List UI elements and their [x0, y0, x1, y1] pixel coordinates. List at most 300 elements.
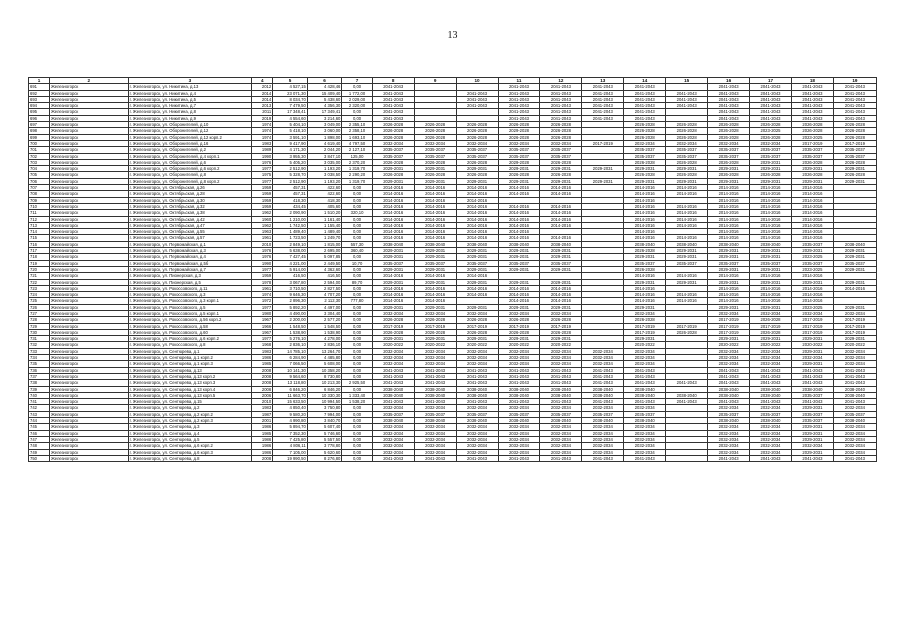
- table-cell: 3 778,80: [307, 443, 342, 449]
- table-cell: 2014-2016: [540, 285, 582, 291]
- table-cell: 1990: [252, 260, 273, 266]
- table-cell: 2026-2028: [833, 172, 876, 178]
- table-cell: 2041-2043: [540, 103, 582, 109]
- table-cell: 2041-2043: [666, 103, 708, 109]
- table-cell: 2035-2037: [750, 260, 792, 266]
- table-cell: Железногорск: [49, 310, 128, 316]
- table-cell: 2041-2043: [582, 367, 624, 373]
- table-cell: 2017-2019: [791, 317, 833, 323]
- table-cell: 4 990,80: [273, 418, 308, 424]
- table-cell: 718: [29, 254, 50, 260]
- table-cell: 2032-2034: [708, 348, 750, 354]
- column-header: 18: [791, 78, 833, 84]
- table-cell: 2014-2016: [666, 222, 708, 228]
- table-cell: 5 404,10: [273, 122, 308, 128]
- table-cell: 2014-2016: [372, 235, 414, 241]
- table-cell: 0,00: [342, 424, 372, 430]
- table-cell: 1959: [252, 185, 273, 191]
- housing-register-table: [28, 77, 877, 462]
- table-cell: 2014-2016: [372, 210, 414, 216]
- table-cell: 2032-2034: [708, 449, 750, 455]
- table-cell: 6 846,20: [307, 386, 342, 392]
- table-cell: 360,40: [342, 248, 372, 254]
- table-cell: 2026-2028: [624, 266, 666, 272]
- table-cell: 705: [29, 172, 50, 178]
- table-cell: 1961: [252, 285, 273, 291]
- table-cell: 2035-2037: [708, 260, 750, 266]
- table-cell: г. Железногорск, ул. Рокоссовского, д.5 корп.1: [128, 310, 252, 316]
- table-cell: 2023-2025: [750, 128, 792, 134]
- table-cell: 457,31: [273, 191, 308, 197]
- table-cell: 2029-2031: [498, 254, 540, 260]
- table-cell: 5 418,10: [273, 128, 308, 134]
- table-cell: 728: [29, 317, 50, 323]
- table-cell: г. Железногорск, ул. Сентюрева, д.2: [128, 405, 252, 411]
- table-cell: 2038-2040: [666, 392, 708, 398]
- table-cell: 2014-2016: [414, 292, 456, 298]
- table-cell: 2014-2016: [414, 285, 456, 291]
- table-cell: 1963: [252, 229, 273, 235]
- table-cell: 750: [29, 455, 50, 461]
- table-cell: 2035-2037: [791, 147, 833, 153]
- table-cell: 2035-2037: [708, 153, 750, 159]
- table-cell: 2026-2028: [372, 329, 414, 335]
- table-cell: 733: [29, 348, 50, 354]
- table-cell: 3 847,10: [307, 153, 342, 159]
- table-cell: 2026-2028: [372, 159, 414, 165]
- table-cell: 2032-2034: [833, 436, 876, 442]
- table-cell: 2035-2037: [750, 147, 792, 153]
- table-cell: 702: [29, 153, 50, 159]
- table-cell: 3 710,50: [273, 285, 308, 291]
- table-cell: 2038-2040: [414, 386, 456, 392]
- table-cell: 2038-2040: [582, 418, 624, 424]
- table-cell: 2029-2031: [833, 266, 876, 272]
- table-cell: 2032-2034: [414, 361, 456, 367]
- table-cell: 3 035,00: [307, 159, 342, 165]
- table-cell: 2041-2043: [750, 380, 792, 386]
- table-cell: 2035-2037: [791, 153, 833, 159]
- table-cell: 2032-2034: [498, 310, 540, 316]
- table-cell: 2041-2043: [372, 90, 414, 96]
- table-cell: 2038-2040: [708, 392, 750, 398]
- table-cell: 0,00: [342, 109, 372, 115]
- table-cell: 1 538,20: [342, 399, 372, 405]
- table-cell: 5 097,85: [307, 254, 342, 260]
- table-cell: 2032-2034: [582, 430, 624, 436]
- table-cell: Железногорск: [49, 273, 128, 279]
- table-cell: 2026-2028: [708, 159, 750, 165]
- table-cell: 1990: [252, 153, 273, 159]
- table-cell: 2032-2034: [414, 310, 456, 316]
- table-cell: 2014-2016: [708, 203, 750, 209]
- table-cell: 2 896,30: [273, 298, 308, 304]
- table-cell: 2026-2028: [414, 134, 456, 140]
- table-cell: 2041-2043: [624, 90, 666, 96]
- table-cell: 709: [29, 197, 50, 203]
- table-cell: 711: [29, 210, 50, 216]
- table-cell: 4 490,00: [273, 310, 308, 316]
- table-cell: 2041-2043: [791, 399, 833, 405]
- table-cell: г. Железногорск, ул. Октябрьская, д.55: [128, 229, 252, 235]
- table-cell: 2026-2028: [624, 172, 666, 178]
- table-cell: Железногорск: [49, 455, 128, 461]
- table-cell: 2038-2040: [456, 241, 498, 247]
- table-cell: 1 319,70: [342, 178, 372, 184]
- table-cell: 2014-2016: [666, 203, 708, 209]
- table-cell: 2026-2028: [624, 128, 666, 134]
- table-cell: Железногорск: [49, 84, 128, 90]
- table-cell: 2014-2016: [414, 185, 456, 191]
- table-cell: 2041-2043: [708, 96, 750, 102]
- table-cell: 0,00: [342, 323, 372, 329]
- table-cell: 2029-2031: [750, 266, 792, 272]
- table-cell: 2041-2043: [624, 103, 666, 109]
- table-cell: 2041-2043: [456, 455, 498, 461]
- table-cell: Железногорск: [49, 197, 128, 203]
- table-cell: 2014-2016: [540, 216, 582, 222]
- table-cell: Железногорск: [49, 367, 128, 373]
- table-cell: 17 349,41: [307, 109, 342, 115]
- table-cell: 2014-2016: [372, 222, 414, 228]
- table-cell: 716: [29, 241, 50, 247]
- table-cell: 2 925,50: [342, 380, 372, 386]
- table-cell: 2029-2031: [750, 279, 792, 285]
- table-cell: 1983: [252, 140, 273, 146]
- table-cell: 2038-2040: [666, 241, 708, 247]
- table-cell: 1983: [252, 405, 273, 411]
- table-cell: 694: [29, 103, 50, 109]
- table-cell: 2041-2043: [666, 90, 708, 96]
- table-cell: 7 427,45: [273, 254, 308, 260]
- table-cell: 2032-2034: [414, 140, 456, 146]
- table-cell: 2029-2031: [414, 336, 456, 342]
- table-cell: 2041-2043: [833, 380, 876, 386]
- table-cell: 2026-2028: [624, 159, 666, 165]
- table-cell: 2020-2022: [833, 342, 876, 348]
- table-cell: г. Железногорск, ул. Сентюрева, д.1: [128, 348, 252, 354]
- table-cell: 2041-2043: [372, 115, 414, 121]
- table-cell: 2032-2034: [624, 310, 666, 316]
- table-cell: Железногорск: [49, 298, 128, 304]
- table-cell: г. Железногорск, ул. Оборонителей, д.12: [128, 128, 252, 134]
- table-cell: г. Железногорск, ул. Никитина, д.9: [128, 115, 252, 121]
- table-cell: Железногорск: [49, 411, 128, 417]
- table-cell: 2032-2034: [750, 449, 792, 455]
- table-cell: 2041-2043: [372, 373, 414, 379]
- table-cell: 2032-2034: [372, 405, 414, 411]
- table-cell: Железногорск: [49, 260, 128, 266]
- page-number: 13: [447, 30, 458, 41]
- table-cell: 2032-2034: [833, 310, 876, 316]
- table-cell: 8 034,70: [273, 96, 308, 102]
- table-cell: 2041-2043: [582, 84, 624, 90]
- table-cell: 717: [29, 248, 50, 254]
- table-cell: 2029-2031: [372, 266, 414, 272]
- table-cell: 5 557,50: [307, 436, 342, 442]
- table-cell: г. Железногорск, ул. Никитина, д.7: [128, 103, 252, 109]
- table-cell: 715: [29, 235, 50, 241]
- table-cell: 2032-2034: [456, 361, 498, 367]
- table-cell: 2026-2028: [540, 329, 582, 335]
- table-cell: 2029-2031: [624, 304, 666, 310]
- table-cell: 17 348,41: [273, 109, 308, 115]
- table-cell: 2020-2022: [540, 342, 582, 348]
- table-cell: 2041-2043: [833, 96, 876, 102]
- table-cell: 5 620,60: [307, 449, 342, 455]
- table-cell: 2032-2034: [540, 449, 582, 455]
- table-cell: 2014-2016: [708, 185, 750, 191]
- table-cell: 740: [29, 392, 50, 398]
- table-cell: 2014-2016: [708, 229, 750, 235]
- table-cell: 0,00: [342, 342, 372, 348]
- table-cell: 2014-2016: [750, 191, 792, 197]
- table-cell: 1 333,40: [342, 392, 372, 398]
- table-cell: 2026-2028: [791, 172, 833, 178]
- table-cell: 2032-2034: [708, 430, 750, 436]
- table-cell: 2014-2016: [498, 216, 540, 222]
- table-cell: 2029-2031: [833, 166, 876, 172]
- table-cell: 0,00: [342, 304, 372, 310]
- table-cell: Железногорск: [49, 418, 128, 424]
- table-cell: 2035-2037: [666, 147, 708, 153]
- table-cell: 4 527,15: [273, 84, 308, 90]
- table-cell: 1 210,00: [273, 216, 308, 222]
- table-cell: 2017-2019: [498, 323, 540, 329]
- table-cell: 727: [29, 310, 50, 316]
- table-cell: 2029-2031: [833, 178, 876, 184]
- table-cell: 2020-2022: [624, 342, 666, 348]
- table-cell: 2014-2016: [456, 292, 498, 298]
- table-cell: 2029-2031: [624, 336, 666, 342]
- table-cell: 2029-2031: [540, 266, 582, 272]
- table-cell: 9 646,30: [273, 292, 308, 298]
- table-cell: 2026-2028: [624, 122, 666, 128]
- table-cell: 2032-2034: [372, 436, 414, 442]
- table-cell: 2029-2031: [833, 254, 876, 260]
- table-cell: 2041-2043: [372, 380, 414, 386]
- table-cell: 2041-2043: [456, 373, 498, 379]
- table-cell: 2026-2028: [833, 159, 876, 165]
- table-cell: 2026-2028: [540, 172, 582, 178]
- table-cell: 2041-2043: [498, 103, 540, 109]
- table-cell: 2032-2034: [582, 436, 624, 442]
- table-cell: 2038-2040: [750, 418, 792, 424]
- table-cell: 2032-2034: [414, 449, 456, 455]
- table-cell: 4 428,46: [307, 84, 342, 90]
- column-header: 5: [273, 78, 308, 84]
- table-cell: 2014-2016: [498, 229, 540, 235]
- table-cell: Железногорск: [49, 172, 128, 178]
- table-cell: 2014-2016: [414, 229, 456, 235]
- table-cell: 434,45: [273, 203, 308, 209]
- table-cell: 2032-2034: [540, 140, 582, 146]
- table-cell: 2014-2016: [708, 210, 750, 216]
- table-cell: 2035-2037: [372, 260, 414, 266]
- column-header: 7: [342, 78, 372, 84]
- table-cell: 2014-2016: [666, 298, 708, 304]
- table-cell: 4 619,40: [307, 140, 342, 146]
- table-cell: Железногорск: [49, 115, 128, 121]
- table-cell: 2038-2040: [833, 241, 876, 247]
- table-cell: 2029-2031: [582, 166, 624, 172]
- table-cell: Железногорск: [49, 380, 128, 386]
- table-cell: 422,60: [307, 185, 342, 191]
- table-cell: 2026-2028: [372, 122, 414, 128]
- table-cell: 2029-2031: [708, 248, 750, 254]
- table-cell: г. Железногорск, ул. Оборонителей, д.8: [128, 172, 252, 178]
- table-cell: 2029-2031: [456, 336, 498, 342]
- table-cell: г. Железногорск, ул. Первомайская, д.1: [128, 241, 252, 247]
- table-cell: 1 723,50: [273, 235, 308, 241]
- table-cell: г. Железногорск, ул. Пионерская, д.5: [128, 279, 252, 285]
- table-cell: Железногорск: [49, 279, 128, 285]
- table-cell: г. Железногорск, ул. Первомайская, д.7: [128, 266, 252, 272]
- table-cell: 2029-2031: [540, 166, 582, 172]
- table-cell: Железногорск: [49, 90, 128, 96]
- table-cell: 2038-2040: [750, 386, 792, 392]
- table-cell: 4 797,50: [342, 140, 372, 146]
- table-cell: 2 044,20: [307, 147, 342, 153]
- table-cell: 2 836,10: [273, 342, 308, 348]
- table-cell: 2014-2016: [456, 203, 498, 209]
- table-cell: 2014-2016: [540, 210, 582, 216]
- table-cell: 2014-2016: [708, 222, 750, 228]
- table-cell: 2032-2034: [791, 443, 833, 449]
- table-cell: г. Железногорск, ул. Сентюрева, д.13 корп.4: [128, 386, 252, 392]
- table-cell: 15 633,50: [273, 399, 308, 405]
- table-cell: 2029-2031: [456, 266, 498, 272]
- table-cell: 2041-2043: [540, 373, 582, 379]
- table-cell: 2032-2034: [833, 348, 876, 354]
- table-cell: 2006: [252, 392, 273, 398]
- table-cell: 418,30: [273, 197, 308, 203]
- table-cell: 2026-2028: [666, 172, 708, 178]
- table-cell: Железногорск: [49, 348, 128, 354]
- table-cell: 2032-2034: [624, 140, 666, 146]
- table-cell: 11 663,70: [273, 392, 308, 398]
- table-cell: 2032-2034: [833, 355, 876, 361]
- table-cell: 722: [29, 279, 50, 285]
- table-cell: 125,00: [342, 153, 372, 159]
- table-cell: 710: [29, 203, 50, 209]
- table-cell: 2026-2028: [791, 128, 833, 134]
- table-cell: 7 352,30: [273, 430, 308, 436]
- table-cell: 2041-2043: [582, 455, 624, 461]
- table-cell: 2029-2031: [414, 254, 456, 260]
- table-cell: 1959: [252, 191, 273, 197]
- table-cell: 2041-2043: [708, 109, 750, 115]
- table-cell: 2029-2031: [791, 348, 833, 354]
- table-cell: 2014-2016: [498, 191, 540, 197]
- table-cell: 2035-2037: [540, 147, 582, 153]
- table-cell: 2014-2016: [750, 222, 792, 228]
- table-cell: 2029-2031: [582, 178, 624, 184]
- table-cell: 695: [29, 109, 50, 115]
- table-cell: 14 785,10: [273, 348, 308, 354]
- table-cell: 2014-2016: [372, 216, 414, 222]
- table-cell: 2014-2016: [540, 185, 582, 191]
- table-cell: Железногорск: [49, 248, 128, 254]
- table-cell: Железногорск: [49, 392, 128, 398]
- table-cell: 2026-2028: [791, 159, 833, 165]
- table-cell: 2014-2016: [456, 285, 498, 291]
- table-cell: 2026-2028: [666, 128, 708, 134]
- table-cell: 5 438,60: [307, 96, 342, 102]
- table-cell: 10 330,30: [307, 392, 342, 398]
- table-cell: 2017-2019: [833, 317, 876, 323]
- table-cell: 2014-2016: [791, 203, 833, 209]
- table-cell: 2 358,10: [342, 128, 372, 134]
- table-cell: 2029-2031: [666, 254, 708, 260]
- table-cell: 2014-2016: [666, 235, 708, 241]
- table-cell: Железногорск: [49, 399, 128, 405]
- table-cell: 2026-2028: [624, 134, 666, 140]
- table-cell: 2014-2016: [708, 216, 750, 222]
- table-cell: 2014-2016: [372, 229, 414, 235]
- table-cell: 2014-2016: [750, 203, 792, 209]
- table-cell: 1972: [252, 298, 273, 304]
- table-cell: Железногорск: [49, 235, 128, 241]
- table-cell: 2014-2016: [414, 210, 456, 216]
- table-cell: 0,00: [342, 361, 372, 367]
- table-cell: 1960: [252, 216, 273, 222]
- table-cell: 2035-2037: [791, 418, 833, 424]
- table-cell: 2041-2043: [540, 90, 582, 96]
- table-cell: 2038-2040: [456, 392, 498, 398]
- table-cell: 2035-2037: [372, 411, 414, 417]
- table-cell: 2014: [252, 96, 273, 102]
- table-cell: 5 276,10: [273, 336, 308, 342]
- table-cell: 2041-2043: [791, 103, 833, 109]
- table-cell: 0,00: [342, 266, 372, 272]
- table-cell: 2014-2016: [624, 191, 666, 197]
- table-cell: 2032-2034: [540, 355, 582, 361]
- table-cell: [666, 455, 708, 461]
- table-cell: 0,00: [342, 254, 372, 260]
- table-cell: 2014-2016: [540, 222, 582, 228]
- table-cell: Железногорск: [49, 210, 128, 216]
- table-cell: 0,00: [342, 405, 372, 411]
- table-cell: г. Железногорск, ул. Октябрьская, д.32: [128, 203, 252, 209]
- table-cell: г. Железногорск, ул. Пионерская, д.3: [128, 273, 252, 279]
- table-cell: 734: [29, 355, 50, 361]
- table-cell: г. Железногорск, ул. Сентюрева, д.3: [128, 424, 252, 430]
- table-cell: 2029-2031: [372, 304, 414, 310]
- table-cell: 2038-2040: [372, 241, 414, 247]
- table-cell: 2032-2034: [456, 449, 498, 455]
- table-cell: 9 564,60: [273, 373, 308, 379]
- table-cell: 2026-2028: [624, 248, 666, 254]
- table-cell: 2032-2034: [708, 361, 750, 367]
- table-cell: 416,50: [307, 273, 342, 279]
- table-cell: 2032-2034: [750, 361, 792, 367]
- table-cell: 2038-2040: [540, 418, 582, 424]
- table-cell: 2017-2019: [708, 323, 750, 329]
- table-cell: 2029-2031: [498, 166, 540, 172]
- table-cell: 7 425,80: [273, 436, 308, 442]
- table-cell: 1976: [252, 254, 273, 260]
- table-cell: г. Железногорск, ул. Сентюрева, д.6 корп.3: [128, 449, 252, 455]
- table-cell: 2041-2043: [498, 455, 540, 461]
- table-cell: 712: [29, 216, 50, 222]
- table-cell: 418,30: [307, 197, 342, 203]
- table-cell: 2029-2028: [498, 128, 540, 134]
- table-cell: 2026-2028: [750, 134, 792, 140]
- table-cell: 2035-2037: [833, 153, 876, 159]
- table-cell: 2014-2016: [372, 191, 414, 197]
- table-cell: 700: [29, 140, 50, 146]
